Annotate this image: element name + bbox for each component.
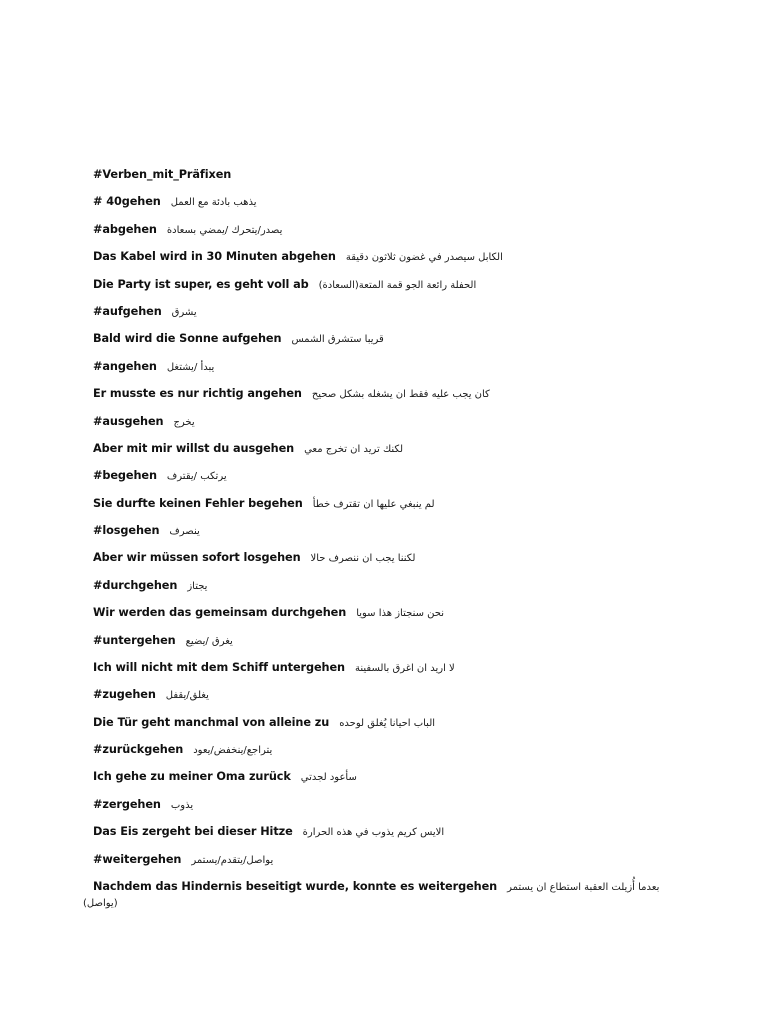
arabic-text: الكابل سيصدر في غضون ثلاثون دقيقة [345, 252, 503, 263]
arabic-text: يبدأ /يشتغل [166, 362, 215, 373]
arabic-text: الباب احيانا يُغلق لوحده [339, 718, 436, 729]
verb-line [93, 467, 748, 485]
verb-line [93, 303, 748, 321]
arabic-text: نحن سنجتاز هذا سويا [356, 608, 444, 619]
verb-line [93, 358, 748, 376]
german-text: Ich gehe zu meiner Oma zurück [93, 770, 291, 783]
arabic-text: يصدر/يتحرك /يمضي بسعادة [166, 225, 283, 236]
sentence-line [93, 768, 748, 786]
arabic-text: يذهب بادئة مع العمل [170, 197, 257, 208]
german-text: Sie durfte keinen Fehler begehen [93, 497, 303, 510]
german-text: #zugehen [93, 688, 156, 701]
arabic-text: يغلق/يقفل [165, 690, 209, 701]
verb-line [93, 632, 748, 650]
sentence-line [93, 823, 748, 841]
arabic-text: بعدما أُزيلت العقبة استطاع ان يستمر [507, 882, 660, 893]
german-text: #durchgehen [93, 579, 178, 592]
german-text: # 40gehen [93, 195, 161, 208]
german-text: #abgehen [93, 223, 157, 236]
german-text: Die Party ist super, es geht voll ab [93, 278, 309, 291]
german-text: Wir werden das gemeinsam durchgehen [93, 606, 347, 619]
arabic-text: ينصرف [169, 526, 200, 537]
arabic-text: يتراجع/ينخفض/يعود [193, 745, 273, 756]
prefix-line [93, 193, 748, 211]
german-text: Ich will nicht mit dem Schiff untergehen [93, 661, 346, 674]
sentence-line [93, 604, 748, 622]
arabic-text: الايس كريم يذوب في هذه الحرارة [302, 827, 445, 838]
verb-line [93, 577, 748, 595]
arabic-text: يغرق /يضيع [185, 636, 233, 647]
sentence-line [93, 878, 748, 896]
arabic-text: يخرج [173, 417, 195, 428]
arabic-text: لكنك تريد ان تخرج معي [304, 444, 403, 455]
verb-line [93, 741, 748, 759]
german-text: #weitergehen [93, 853, 182, 866]
wrapped-translation: (يواصل) [83, 898, 118, 909]
verb-line [93, 522, 748, 540]
heading-line [93, 166, 748, 183]
arabic-text: يجتاز [187, 581, 208, 592]
german-text: #aufgehen [93, 305, 162, 318]
sentence-line [93, 385, 748, 403]
sentence-line [93, 714, 748, 732]
sentence-line [93, 248, 748, 266]
german-text: #zurückgehen [93, 743, 184, 756]
arabic-text: الحفلة رائعة الجو قمة المتعة(السعادة) [318, 280, 477, 291]
verb-line [93, 413, 748, 431]
german-text: #zergehen [93, 798, 161, 811]
arabic-text: يشرق [171, 307, 197, 318]
verb-line [93, 686, 748, 704]
arabic-text: لكننا يجب ان ننصرف حالا [310, 553, 416, 564]
german-text: #begehen [93, 469, 157, 482]
german-text: Nachdem das Hindernis beseitigt wurde, konnte es weitergehen [93, 880, 498, 893]
german-text: Er musste es nur richtig angehen [93, 387, 302, 400]
arabic-text: يذوب [170, 800, 194, 811]
sentence-line [93, 276, 748, 294]
german-text: Das Eis zergeht bei dieser Hitze [93, 825, 293, 838]
sentence-line [93, 330, 748, 348]
german-text: Das Kabel wird in 30 Minuten abgehen [93, 250, 336, 263]
german-text: Aber wir müssen sofort losgehen [93, 551, 301, 564]
verb-line [93, 221, 748, 239]
german-text: #angehen [93, 360, 157, 373]
arabic-text: سأعود لجدتي [300, 772, 357, 783]
verb-line [93, 796, 748, 814]
arabic-text: لا اريد ان اغرق بالسفينة [355, 663, 455, 674]
german-text: Aber mit mir willst du ausgehen [93, 442, 295, 455]
german-text: Bald wird die Sonne aufgehen [93, 332, 282, 345]
sentence-line [93, 495, 748, 513]
arabic-text: كان يجب عليه فقط ان يشغله بشكل صحيح [311, 389, 490, 400]
german-text: #untergehen [93, 634, 176, 647]
german-text: Die Tür geht manchmal von alleine zu [93, 716, 330, 729]
verb-line [93, 851, 748, 869]
sentence-line [93, 549, 748, 567]
arabic-text: يرتكب /يقترف [166, 471, 227, 482]
arabic-text: قريبا ستشرق الشمس [291, 334, 384, 345]
sentence-line [93, 440, 748, 458]
arabic-text: يواصل/يتقدم/يستمر [191, 855, 274, 866]
german-text: #losgehen [93, 524, 160, 537]
german-text: #ausgehen [93, 415, 164, 428]
sentence-line [93, 659, 748, 677]
arabic-text: لم ينبغي عليها ان تقترف خطأ [312, 499, 435, 510]
heading-text: #Verben_mit_Präfixen [93, 168, 232, 181]
